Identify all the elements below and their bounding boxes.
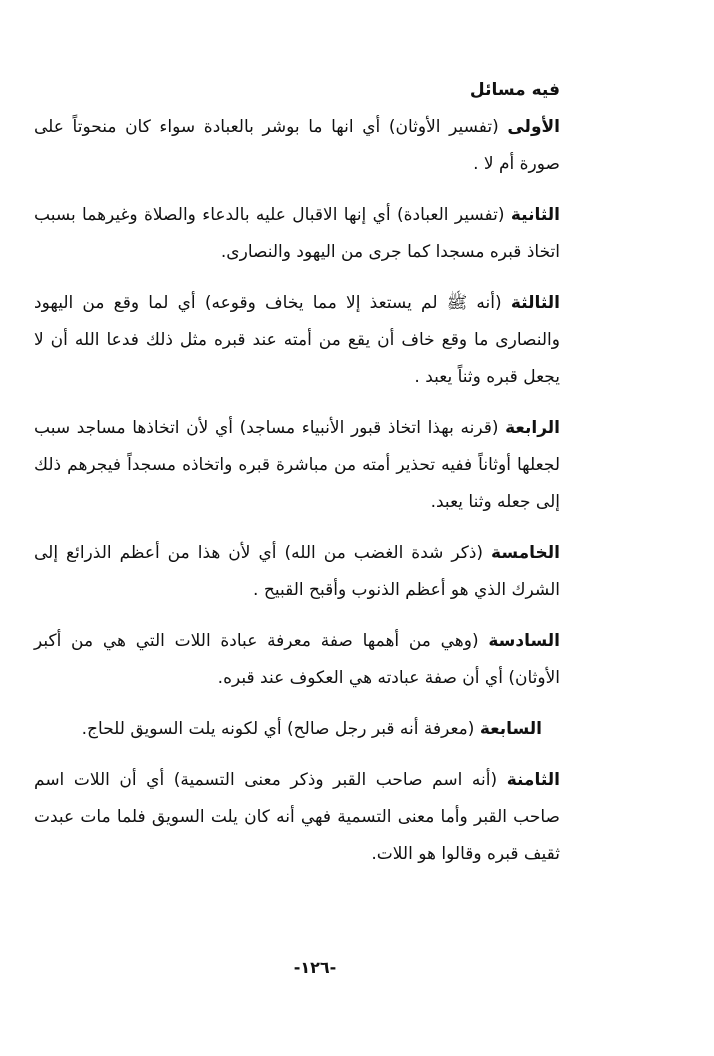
- issue-text-1: (تفسير الأوثان) أي انها ما بوشر بالعبادة سواء كان منحوتاً على صورة أم لا .: [34, 117, 560, 174]
- issue-label-3: الثالثة: [510, 293, 560, 313]
- page-number: -١٢٦-: [293, 958, 337, 977]
- issue-paragraph-7: [34, 711, 560, 748]
- body-text: [34, 72, 560, 887]
- issue-paragraph-8: [34, 762, 560, 873]
- issue-text-6: (وهي من أهمها صفة معرفة عبادة اللات التي هي من أكبر الأوثان) أي أن صفة عبادته هي العكوف عند قبره.: [34, 631, 560, 688]
- issue-label-4: الرابعة: [505, 418, 560, 438]
- issue-paragraph-2: [34, 197, 560, 271]
- section-heading: فيه مسائل: [469, 80, 560, 100]
- issue-label-5: الخامسة: [491, 543, 560, 563]
- issue-text-3: (أنه ﷺ لم يستعذ إلا مما يخاف وقوعه) أي لما وقع من اليهود والنصارى ما وقع خاف أن يقع من أمته عند قبره مثل ذلك فدعا الله أن لا يجعل قبره وثناً يعبد .: [34, 293, 560, 387]
- issue-paragraph-4: [34, 410, 560, 521]
- issue-label-1: الأولى: [507, 117, 560, 137]
- issue-text-7: (معرفة أنه قبر رجل صالح) أي لكونه يلت السويق للحاج.: [81, 719, 480, 739]
- issue-paragraph-3: [34, 285, 560, 396]
- issue-text-8: (أنه اسم صاحب القبر وذكر معنى التسمية) أي أن اللات اسم صاحب القبر وأما معنى التسمية فهي أنه كان يلت السويق فلما مات عبدت ثقيف قبره وقالوا هو اللات.: [34, 770, 560, 864]
- issue-paragraph-6: [34, 623, 560, 697]
- issue-paragraph-1: [34, 109, 560, 183]
- issue-label-7: السابعة: [479, 719, 542, 739]
- issue-text-4: (قرنه بهذا اتخاذ قبور الأنبياء مساجد) أي لأن اتخاذها مساجد سبب لجعلها أوثاناً ففيه تحذير أمته من مباشرة قبره واتخاذه مسجداً فيجرهم ذلك إلى جعله وثنا يعبد.: [34, 418, 560, 512]
- issue-text-5: (ذكر شدة الغضب من الله) أي لأن هذا من أعظم الذرائع إلى الشرك الذي هو أعظم الذنوب وأقبح القبيح .: [34, 543, 560, 600]
- issue-paragraph-5: [34, 535, 560, 609]
- issue-label-8: الثامنة: [506, 770, 560, 790]
- issue-text-2: (تفسير العبادة) أي إنها الاقبال عليه بالدعاء والصلاة وغيرهما بسبب اتخاذ قبره مسجدا كما جرى من اليهود والنصارى.: [34, 205, 560, 262]
- issue-label-6: السادسة: [488, 631, 560, 651]
- issue-label-2: الثانية: [510, 205, 560, 225]
